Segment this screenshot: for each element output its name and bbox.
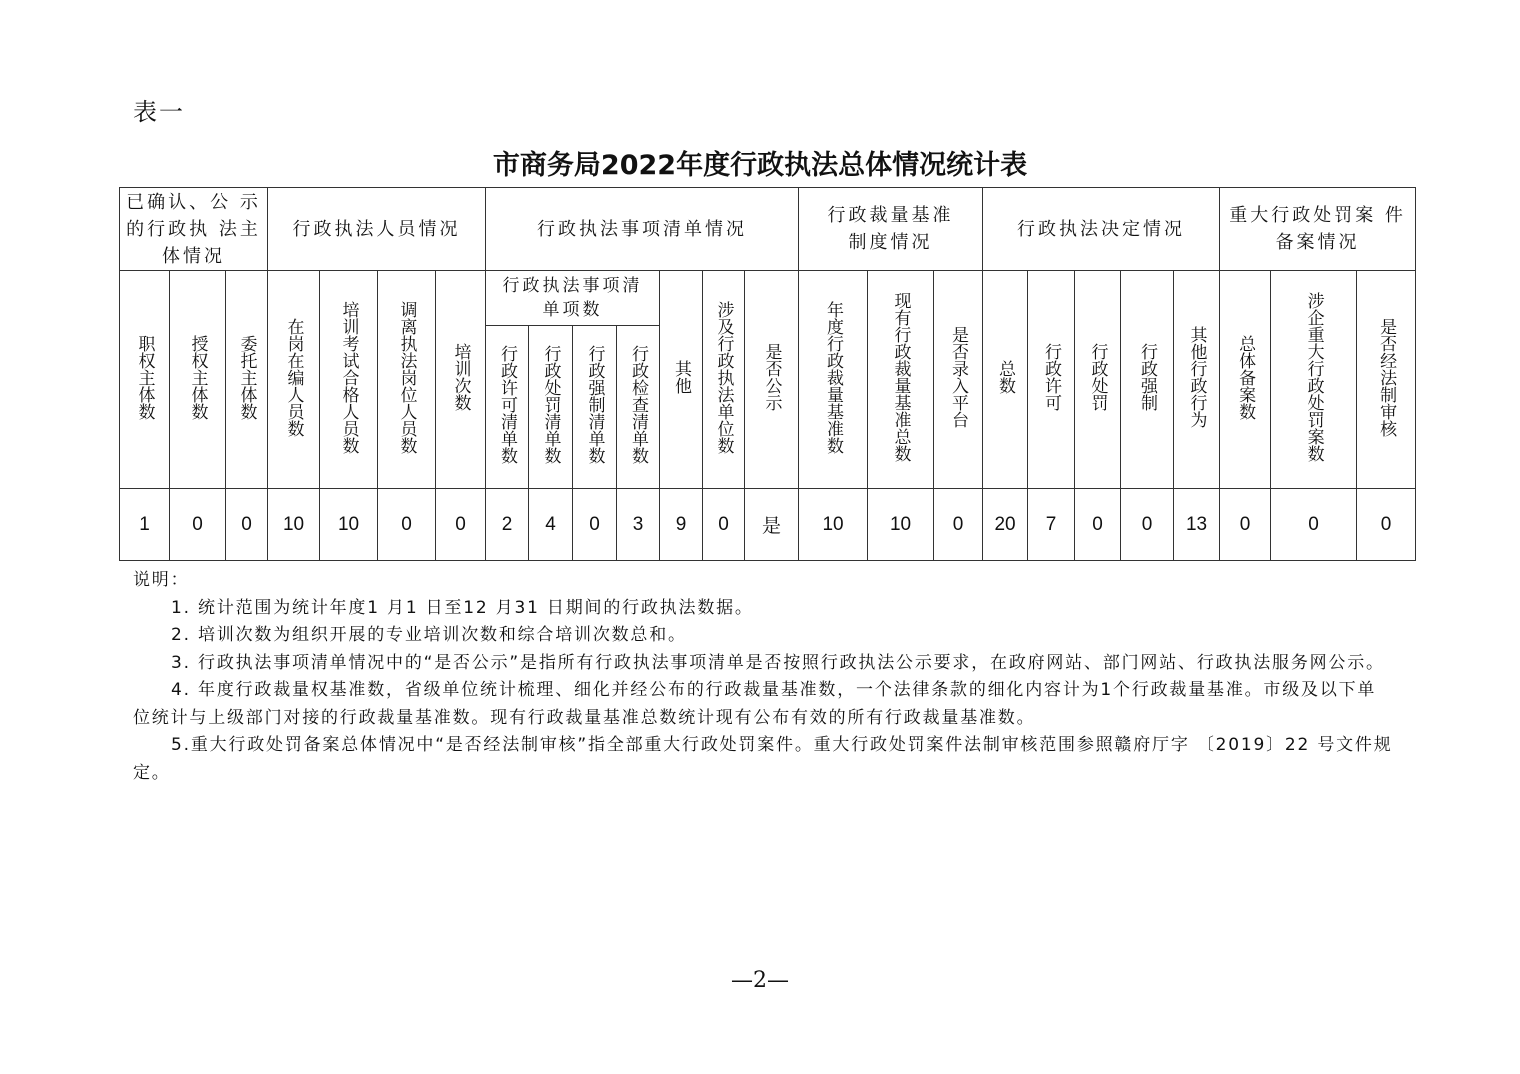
note-item: 4. 年度行政裁量权基准数，省级单位统计梳理、细化并经公布的行政裁量基准数，一个法律条款的细化内容计为1个行政裁量基准。市级及以下单位统计与上级部门对接的行政裁量基准数。现有行政裁量基准总数统计现有公布有效的所有行政裁量基准数。 <box>133 680 1377 728</box>
col-header: 委托主体数 <box>226 271 268 489</box>
col-header: 总体备案数 <box>1220 271 1271 489</box>
header-row-sub <box>120 271 1416 326</box>
value-cell: 7 <box>1028 489 1075 561</box>
col-header: 授权主体数 <box>170 271 226 489</box>
col-header: 行政处罚清单数 <box>529 326 573 489</box>
col-header: 培训考试合格人员数 <box>320 271 378 489</box>
group-filing: 重大行政处罚案 件备案情况 <box>1220 188 1416 271</box>
group-discretion: 行政裁量基准制度情况 <box>799 188 983 271</box>
group-items: 行政执法事项清单情况 <box>486 188 799 271</box>
col-header: 行政强制 <box>1121 271 1174 489</box>
value-cell: 0 <box>378 489 436 561</box>
value-cell: 10 <box>320 489 378 561</box>
value-cell: 4 <box>529 489 573 561</box>
col-header: 年度行政裁量基准数 <box>799 271 868 489</box>
value-cell: 0 <box>226 489 268 561</box>
group-decision: 行政执法决定情况 <box>983 188 1220 271</box>
value-cell: 3 <box>617 489 660 561</box>
value-cell: 10 <box>268 489 320 561</box>
value-cell: 2 <box>486 489 529 561</box>
note-item: 2. 培训次数为组织开展的专业培训次数和综合培训次数总和。 <box>171 625 687 645</box>
note-item: 3. 行政执法事项清单情况中的“是否公示”是指所有行政执法事项清单是否按照行政执法公示要求，在政府网站、部门网站、行政执法服务网公示。 <box>171 652 1385 673</box>
value-cell: 0 <box>436 489 486 561</box>
document-title: 市商务局2022年度行政执法总体情况统计表 <box>492 150 1028 181</box>
col-header: 在岗在编人员数 <box>268 271 320 489</box>
value-cell: 0 <box>1357 489 1416 561</box>
value-cell: 0 <box>703 489 745 561</box>
value-cell: 10 <box>868 489 934 561</box>
col-header: 行政许可 <box>1028 271 1075 489</box>
col-header: 是否公示 <box>745 271 799 489</box>
col-header: 行政强制清单数 <box>573 326 617 489</box>
value-cell: 10 <box>799 489 868 561</box>
col-header: 是否经法制审核 <box>1357 271 1416 489</box>
table-label: 表一 <box>133 98 185 126</box>
value-cell: 0 <box>1271 489 1357 561</box>
value-cell: 0 <box>170 489 226 561</box>
note-item: 1. 统计范围为统计年度1 月1 日至12 月31 日期间的行政执法数据。 <box>171 597 754 618</box>
col-header: 是否录入平台 <box>934 271 983 489</box>
header-row-groups <box>120 188 1416 271</box>
col-header: 职权主体数 <box>120 271 170 489</box>
notes-heading: 说明： <box>133 570 190 590</box>
col-header: 涉及行政执法单位数 <box>703 271 745 489</box>
col-header: 现有行政裁量基准总数 <box>868 271 934 489</box>
statistics-table <box>119 187 1416 561</box>
col-header: 行政许可清单数 <box>486 326 529 489</box>
col-header: 培训次数 <box>436 271 486 489</box>
group-subject: 已确认、公 示的行政执 法主体情况 <box>120 188 268 271</box>
col-header: 涉企重大行政处罚案数 <box>1271 271 1357 489</box>
value-cell: 是 <box>745 489 799 561</box>
col-header: 总数 <box>983 271 1028 489</box>
value-cell: 1 <box>120 489 170 561</box>
col-header: 行政处罚 <box>1075 271 1121 489</box>
value-cell: 0 <box>1121 489 1174 561</box>
page-number: —2— <box>731 968 789 993</box>
value-cell: 9 <box>660 489 703 561</box>
notes-section <box>133 567 1393 787</box>
col-header: 其他 <box>660 271 703 489</box>
value-cell: 13 <box>1174 489 1220 561</box>
note-item: 5.重大行政处罚备案总体情况中“是否经法制审核”指全部重大行政处罚案件。重大行政处罚案件法制审核范围参照赣府厅字 〔2019〕22 号文件规定。 <box>133 735 1393 783</box>
col-header: 其他行政行为 <box>1174 271 1220 489</box>
value-cell: 0 <box>1220 489 1271 561</box>
col-header: 调离执法岗位人员数 <box>378 271 436 489</box>
value-cell: 0 <box>934 489 983 561</box>
table-row <box>120 489 1416 561</box>
value-cell: 0 <box>573 489 617 561</box>
group-personnel: 行政执法人员情况 <box>268 188 486 271</box>
value-cell: 20 <box>983 489 1028 561</box>
value-cell: 0 <box>1075 489 1121 561</box>
subgroup-item-count: 行政执法事项清单项数 <box>486 271 660 326</box>
col-header: 行政检查清单数 <box>617 326 660 489</box>
